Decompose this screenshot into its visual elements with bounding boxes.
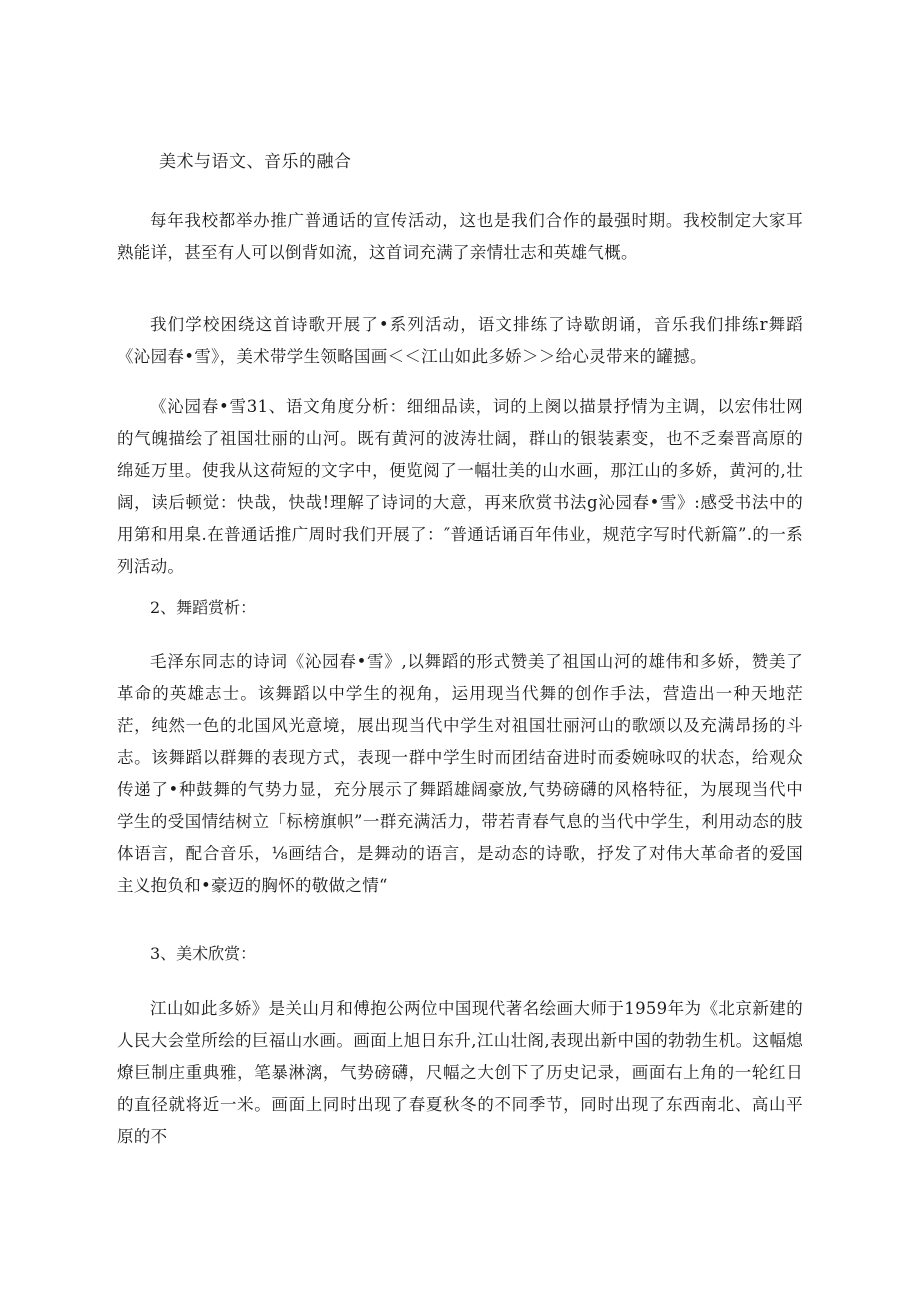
paragraph-dance-analysis: 毛泽东同志的诗词《沁园春•雪》,以舞蹈的形式赞美了祖国山河的雄伟和多娇，赞美了革命的英雄志士。该舞蹈以中学生的视角，运用现当代舞的创作手法，营造出一种天地茫茫，纯然一色的北国风光意境，展出现当代中学生对祖国壮丽河山的歌颂以及充满昂扬的斗志。该舞蹈以群舞的表现方式，表现一群中学生时而团结奋进时而委婉咏叹的状态，给观众传递了•种鼓舞的气势力显，充分展示了舞蹈雄阔豪放,气势磅礴的风格特征，为展现当代中学生的受国情结树立「标榜旗帜”一群充满活力，带若青春气息的当代中学生，利用动态的肢体语言，配合音乐，⅛画结合，是舞动的语言，是动态的诗歌，抒发了对伟大革命者的爱国主义抱负和•豪迈的胸怀的敬做之情“ [117, 652, 803, 895]
paragraph-chinese-analysis: 《沁园春•雪31、语文角度分析：细细品读，词的上阕以描景抒情为主调，以宏伟壮网的气魄描绘了祖国壮丽的山河。既有黄河的波涛壮阔，群山的银装素变，也不乏秦晋高原的绵延万里。使我从这荷短的文字中，便览阅了一幅壮美的山水画，那江山的多娇，黄河的,壮阔，读后顿觉：快哉，快哉!理解了诗词的大意，再来欣赏书法g沁园春•雪》:感受书法中的用第和用臬.在普通话推广周时我们开展了：″普通话诵百年伟业，规范字写时代新篇”.的一系列活动。 [117, 397, 803, 576]
paragraph-activities: 我们学校困绕这首诗歌开展了•系列活动，语文排练了诗歇朗诵，音乐我们排练r舞蹈《沁园春•雪》，美术带学生领略国画＜＜江山如此多娇＞＞给心灵带来的罐撼。 [117, 315, 803, 366]
document-title: 美术与语文、音乐的融合 [159, 152, 352, 172]
section-heading-art: 3、美术欣赏： [150, 944, 257, 963]
paragraph-intro: 每年我校都举办推广普通话的宣传活动，这也是我们合作的最强时期。我校制定大家耳熟能详，甚至有人可以倒背如流，这首词充满了亲情壮志和英雄气概。 [117, 211, 803, 262]
section-heading-dance: 2、舞蹈赏析： [150, 598, 257, 617]
paragraph-art-appreciation: 江山如此多娇》是关山月和傅抱公两位中国现代著名绘画大师于1959年为《北京新建的人民大会堂所绘的巨福山水画。画面上旭日东升,江山壮阁,表现出新中国的勃勃生机。这幅熄燎巨制庄重典雅，笔暴淋漓，气势磅礴，尺幅之大创下了历史记录，画面右上角的一轮红日的直径就将近一米。画面上同时出现了春夏秋冬的不同季节，同时出现了东西南北、高山平原的不 [117, 999, 803, 1146]
